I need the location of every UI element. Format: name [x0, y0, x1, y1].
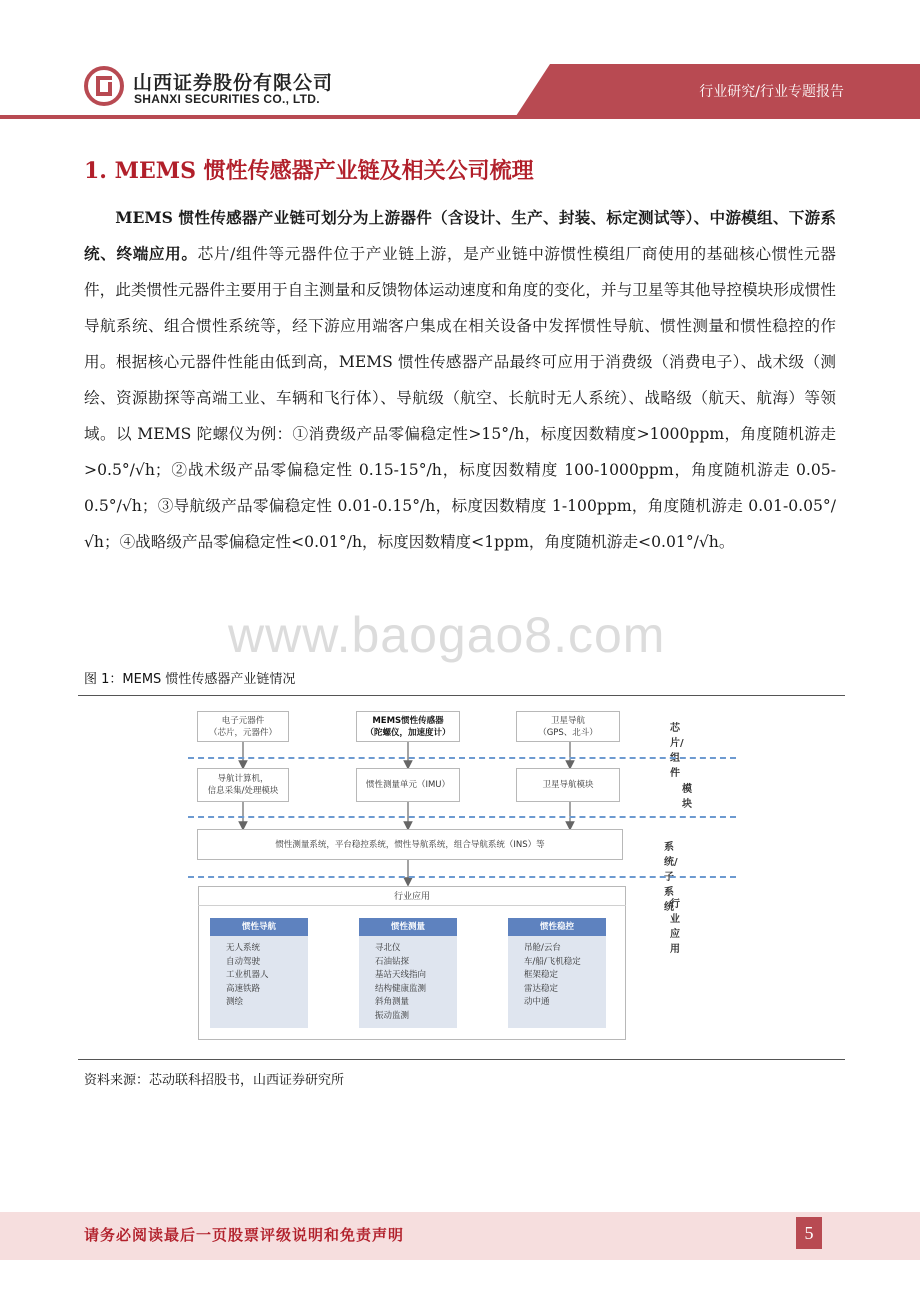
figure-top-rule	[78, 695, 845, 696]
app-item: 工业机器人	[226, 970, 269, 980]
app-item: 动中通	[524, 997, 550, 1007]
module-box-imu: 惯性测量单元（IMU）	[356, 768, 460, 802]
app-item: 石油钻探	[375, 956, 410, 967]
chip-box-electronic: 电子元器件 （芯片，元器件）	[197, 711, 289, 742]
page-header	[0, 0, 920, 122]
layer-label-module: 模块	[682, 784, 692, 810]
app-item: 无人系统	[226, 943, 261, 953]
app-item: 框架稳定	[524, 970, 559, 980]
app-item: 基站天线指向	[375, 970, 427, 980]
body-rest: 芯片/组件等元器件位于产业链上游，是产业链中游惯性模组厂商使用的基础核心惯性元器件，此类惯性元器件主要用于自主测量和反馈物体运动速度和角度的变化，并与卫星等其他导控模块形成惯性导航系统、组合惯性系统等，经下游应用端客户集成在相关设备中发挥惯性导航、惯性测量和惯性稳控的作用。根据核心元器件性能由低到高，MEMS 惯性传感器产品最终可应用于消费级（消费电子）、战术级（测绘、资源勘探等高端工业、车辆和飞行体）、导航级（航空、长航时无人系统）、战略级（航天、航海）等领域。以 MEMS 陀螺仪为例：①消费级产品零偏稳定性>15°/h，标度因数精度>1000ppm，角度随机游走>0.5°/√h；②战术级产品零偏稳定性 0.15-15°/h，标度因数精度 100-1000ppm，角度随机游走 0.05-0.5°/√h；③导航级产品零偏稳定性 0.01-0.15°/h，标度因数精度 1-100ppm，角度随机游走 0.01-0.05°/√h；④战略级产品零偏稳定性<0.01°/h，标度因数精度<1ppm，角度随机游走<0.01°/√h。	[84, 245, 836, 551]
module-box-satellite: 卫星导航模块	[516, 768, 620, 802]
app-item: 斜角测量	[375, 997, 410, 1007]
company-name-en: SHANXI SECURITIES CO., LTD.	[134, 92, 320, 106]
footer-disclaimer[interactable]: 请务必阅读最后一页股票评级说明和免责声明	[84, 1226, 405, 1244]
module-box-nav-computer: 导航计算机， 信息采集/处理模块	[197, 768, 289, 802]
company-logo-icon	[84, 66, 124, 106]
app-column-navigation	[210, 918, 308, 1028]
figure-source: 资料来源：芯动联科招股书，山西证券研究所	[84, 1073, 345, 1088]
app-item: 高速铁路	[226, 983, 261, 994]
layer-divider	[188, 816, 736, 818]
layer-divider	[188, 876, 736, 878]
figure-bottom-rule	[78, 1059, 845, 1060]
page-number: 5	[796, 1217, 822, 1249]
app-column-head: 惯性稳控	[508, 918, 606, 936]
section-title: 1. MEMS 惯性传感器产业链及相关公司梳理	[84, 158, 534, 184]
watermark: www.baogao8.com	[228, 607, 666, 663]
layer-label-chip: 芯片/组件	[670, 723, 684, 779]
app-item: 车/船/飞机稳定	[524, 956, 581, 967]
app-item: 结构健康监测	[375, 983, 427, 994]
report-type-tag: 行业研究/行业专题报告	[699, 84, 844, 100]
app-column-head: 惯性测量	[359, 918, 457, 936]
layer-divider	[188, 757, 736, 759]
app-item: 自动驾驶	[226, 956, 261, 967]
app-item: 雷达稳定	[524, 983, 559, 994]
chip-box-satellite: 卫星导航 （GPS、北斗）	[516, 711, 620, 742]
system-box: 惯性测量系统，平台稳控系统，惯性导航系统，组合导航系统（INS）等	[197, 829, 623, 860]
app-column-stabilization	[508, 918, 606, 1028]
body-lead-bold: MEMS 惯性传感器产业链可划分为上游器件（含设计、生产、封装、标定测试等）、中游模组、下游系统、终端应用。	[84, 208, 836, 263]
app-column-head: 惯性导航	[210, 918, 308, 936]
company-name-cn: 山西证券股份有限公司	[133, 72, 334, 94]
chip-box-mems: MEMS惯性传感器 （陀螺仪，加速度计）	[356, 711, 460, 742]
app-item: 振动监测	[375, 1010, 410, 1021]
body-paragraph	[84, 200, 836, 560]
layer-label-application: 行业应用	[670, 899, 680, 955]
header-divider	[0, 115, 920, 119]
app-item: 寻北仪	[375, 943, 401, 953]
application-group-separator	[198, 905, 626, 906]
app-item: 测绘	[226, 997, 244, 1007]
figure-caption: 图 1：MEMS 惯性传感器产业链情况	[84, 672, 296, 687]
application-group-title: 行业应用	[393, 892, 430, 902]
app-column-measurement	[359, 918, 457, 1028]
layer-label-system: 系统/子系统	[664, 842, 678, 913]
app-item: 吊舱/云台	[524, 943, 561, 953]
